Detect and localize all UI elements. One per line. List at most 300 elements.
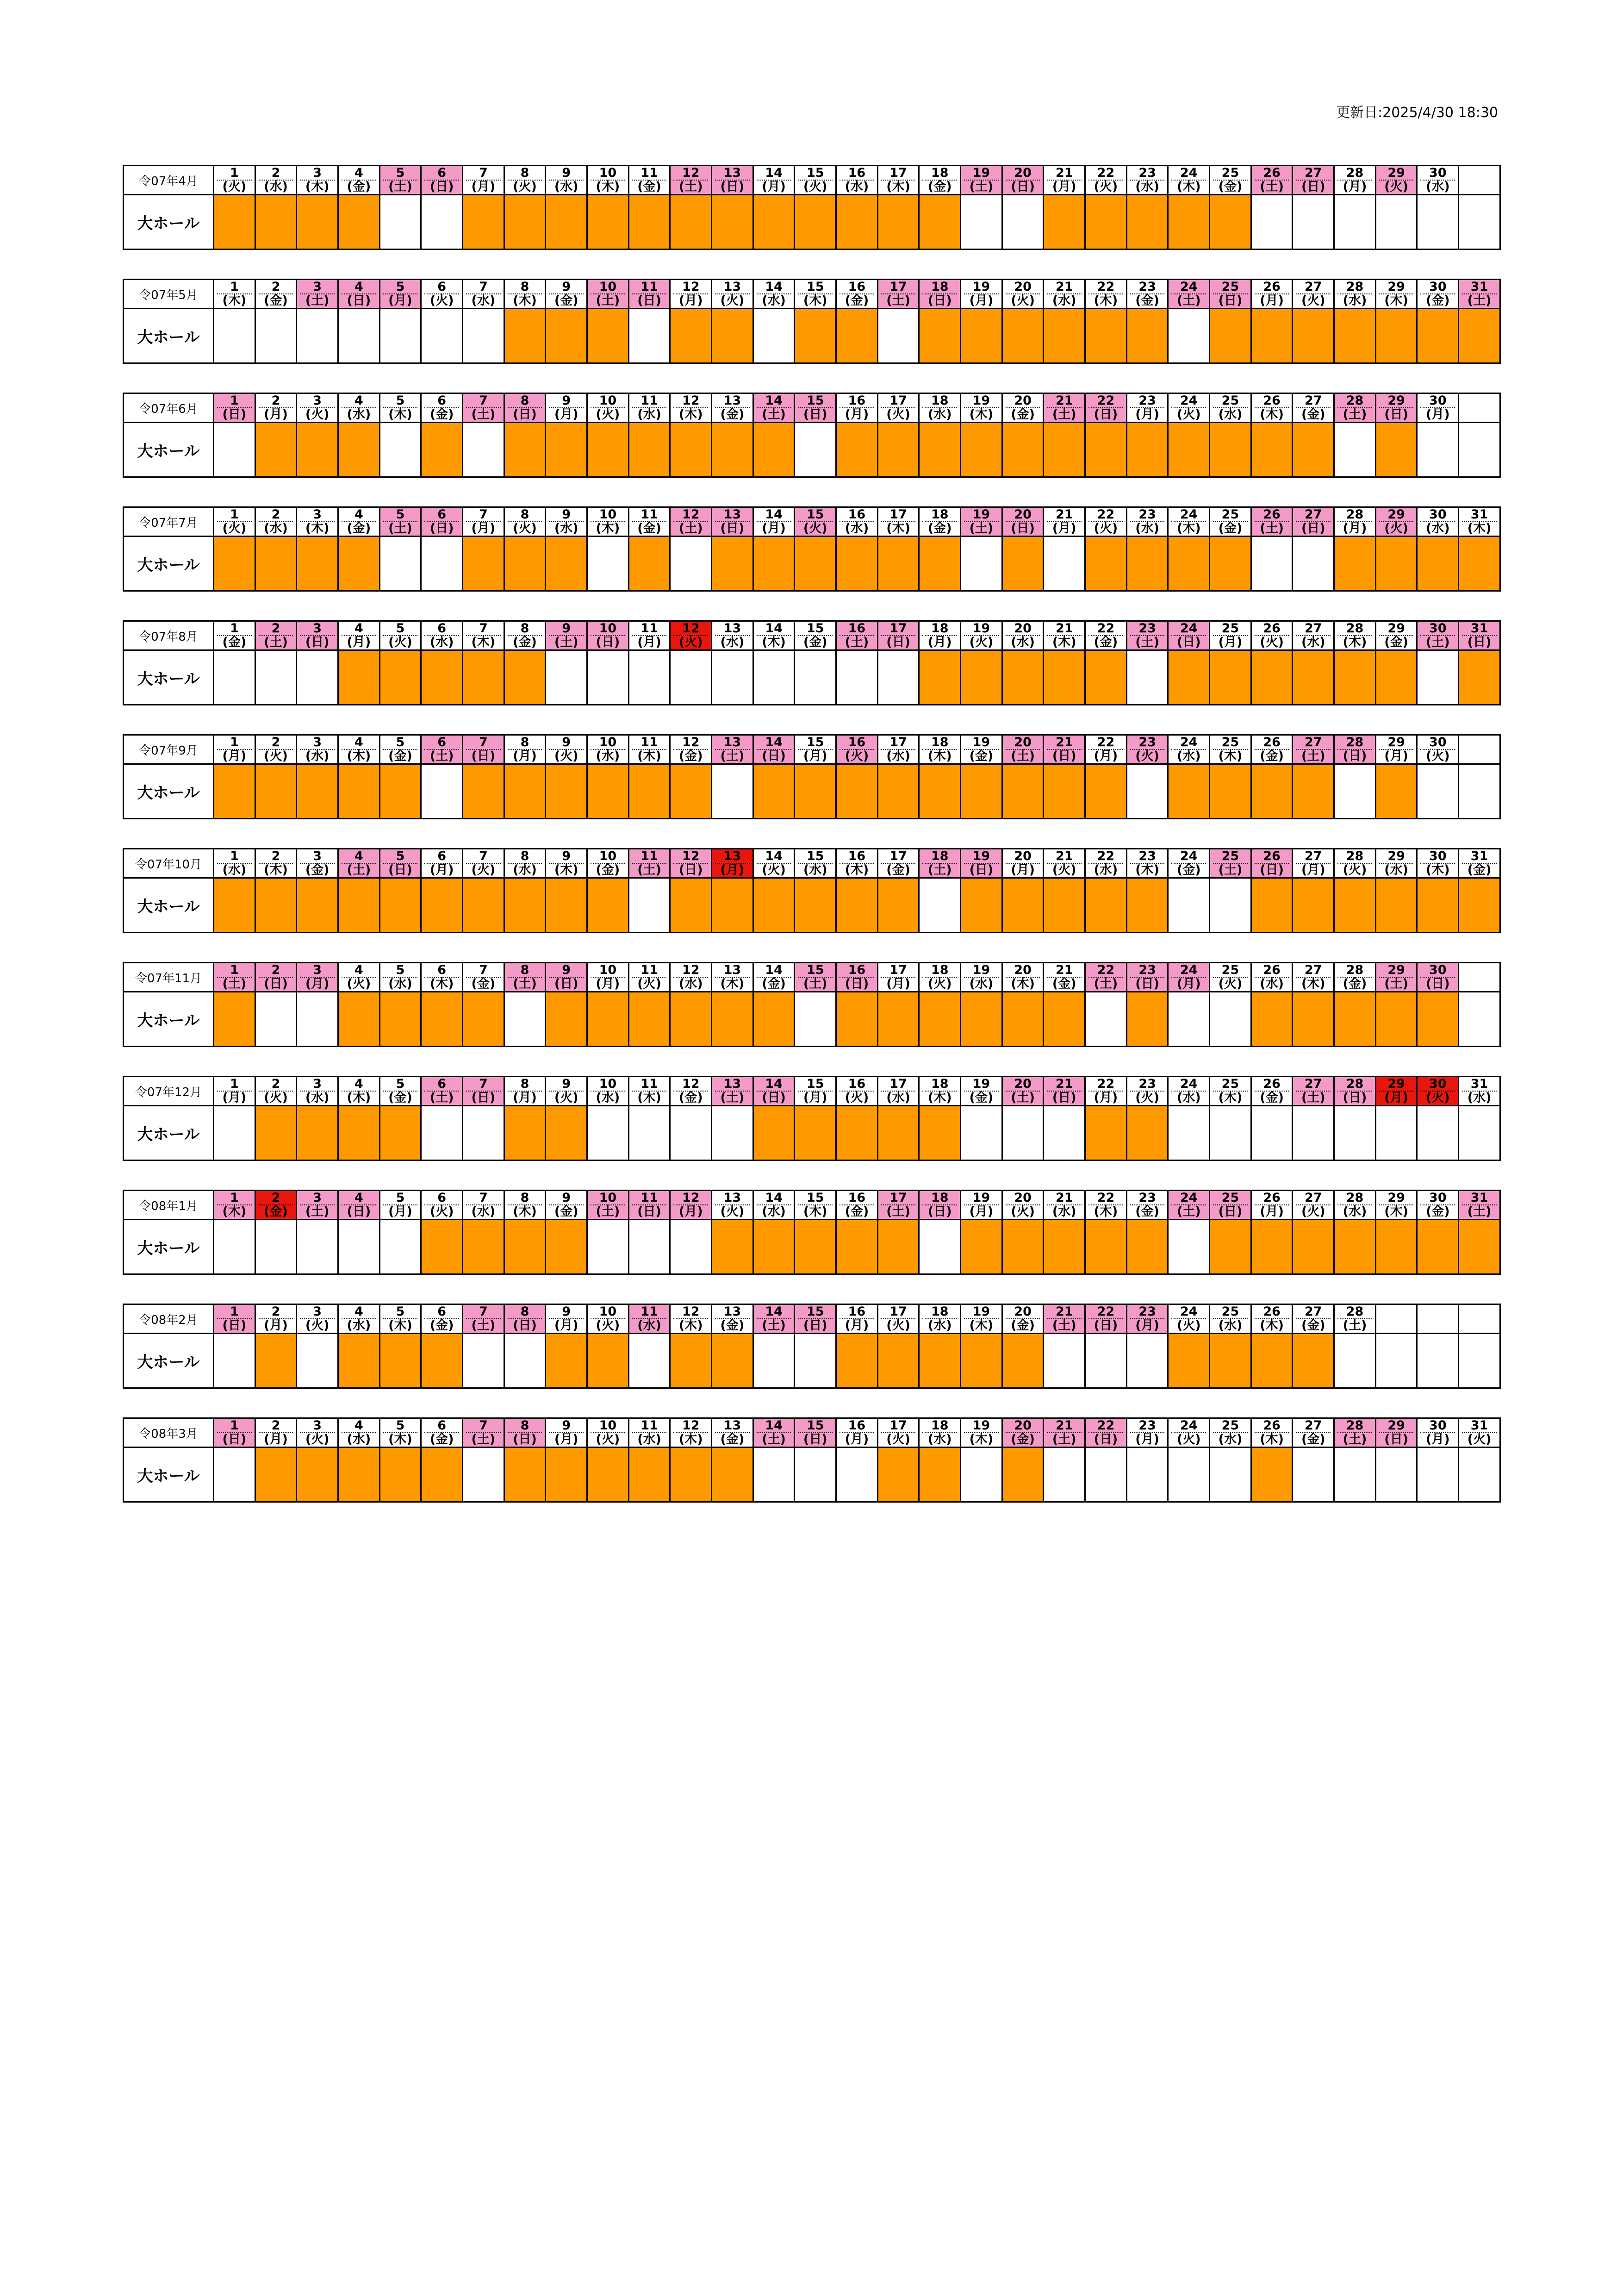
- booked-slot: [338, 1334, 380, 1388]
- day-header: [1417, 1077, 1459, 1106]
- day-number: 15: [798, 1305, 833, 1319]
- day-weekday: (水): [762, 1204, 786, 1219]
- day-weekday: (金): [347, 180, 371, 194]
- month-title: 令07年12月: [124, 1077, 214, 1106]
- booked-slot: [463, 878, 504, 933]
- day-number: 1: [217, 1305, 252, 1319]
- day-number: 17: [881, 167, 916, 181]
- day-number: 24: [1171, 1078, 1206, 1092]
- day-number: 9: [549, 622, 584, 636]
- empty-slot: [1459, 1334, 1500, 1388]
- day-header: [961, 280, 1002, 309]
- day-header: [628, 1304, 670, 1334]
- day-weekday: (水): [1467, 1091, 1492, 1105]
- day-weekday: (木): [969, 1318, 994, 1333]
- day-number: 18: [922, 964, 957, 978]
- day-weekday: (火): [678, 635, 703, 649]
- day-weekday: (土): [1260, 521, 1284, 536]
- facility-label: 大ホール: [124, 195, 214, 250]
- day-weekday: (月): [1425, 407, 1450, 422]
- day-number: 20: [1006, 394, 1040, 408]
- available-slot: [255, 1220, 297, 1274]
- day-number: 11: [632, 1305, 667, 1319]
- day-header: [712, 963, 753, 992]
- day-number: 5: [383, 1192, 418, 1205]
- day-header: [214, 735, 255, 764]
- available-slot: [1126, 1447, 1168, 1502]
- day-header: [753, 1418, 795, 1447]
- day-header: [1085, 1191, 1127, 1220]
- day-number: 26: [1255, 964, 1289, 978]
- day-weekday: (水): [596, 1091, 620, 1105]
- day-header: [214, 621, 255, 650]
- day-header: [421, 507, 463, 537]
- day-number: 17: [881, 964, 916, 978]
- day-header: [877, 1418, 919, 1447]
- day-number: 13: [715, 281, 750, 294]
- booked-slot: [1251, 309, 1293, 363]
- day-number: 7: [466, 1078, 501, 1092]
- day-number: 4: [342, 964, 376, 978]
- day-number: 26: [1255, 394, 1289, 408]
- day-number: 3: [300, 1419, 335, 1433]
- day-number: 5: [383, 964, 418, 978]
- day-header: [546, 166, 587, 195]
- day-weekday: (土): [471, 407, 496, 422]
- day-number: 24: [1171, 1419, 1206, 1433]
- booked-slot: [919, 537, 961, 591]
- day-number: 12: [673, 1192, 708, 1205]
- day-header: [255, 1304, 297, 1334]
- day-header: [1251, 621, 1293, 650]
- day-weekday: (土): [637, 863, 661, 877]
- day-weekday: (金): [305, 863, 330, 877]
- booked-slot: [628, 992, 670, 1047]
- day-number: 2: [259, 736, 293, 750]
- day-number: 21: [1047, 508, 1082, 522]
- day-weekday: (土): [222, 977, 247, 991]
- day-weekday: (金): [1425, 293, 1450, 308]
- booked-slot: [670, 878, 712, 933]
- available-slot: [338, 1220, 380, 1274]
- day-header: [1085, 1418, 1127, 1447]
- day-header: [463, 393, 504, 423]
- day-header: [795, 1304, 836, 1334]
- day-header: [379, 849, 421, 878]
- day-header: [421, 963, 463, 992]
- available-slot: [587, 537, 629, 591]
- day-weekday: (土): [927, 863, 952, 877]
- day-header: [1044, 393, 1085, 423]
- booked-slot: [1085, 764, 1127, 819]
- day-header: [1210, 735, 1251, 764]
- day-header: [546, 507, 587, 537]
- day-number: 3: [300, 736, 335, 750]
- day-weekday: (水): [1260, 977, 1284, 991]
- day-header: [1293, 393, 1334, 423]
- booked-slot: [504, 309, 546, 363]
- day-number: 4: [342, 736, 376, 750]
- day-number: 3: [300, 1078, 335, 1092]
- day-header: [338, 1077, 380, 1106]
- day-header: [1044, 507, 1085, 537]
- day-weekday: (水): [554, 180, 578, 194]
- day-weekday: (火): [1384, 180, 1408, 194]
- day-weekday: (日): [803, 1432, 827, 1447]
- booked-slot: [1459, 537, 1500, 591]
- day-number: 20: [1006, 281, 1040, 294]
- available-slot: [1375, 195, 1417, 250]
- day-number: 24: [1171, 167, 1206, 181]
- booked-slot: [214, 537, 255, 591]
- day-weekday: (水): [678, 977, 703, 991]
- day-weekday: (土): [305, 1204, 330, 1219]
- day-weekday: (月): [471, 180, 496, 194]
- day-header: [1168, 166, 1210, 195]
- day-number: 1: [217, 1078, 252, 1092]
- available-slot: [297, 992, 338, 1047]
- day-weekday: (木): [1218, 1091, 1243, 1105]
- day-header: [297, 735, 338, 764]
- booked-slot: [836, 764, 878, 819]
- day-number: 1: [217, 167, 252, 181]
- day-number: 13: [715, 1192, 750, 1205]
- day-weekday: (日): [678, 863, 703, 877]
- day-weekday: (日): [1343, 749, 1367, 763]
- booked-slot: [1126, 878, 1168, 933]
- day-weekday: (火): [1011, 1204, 1035, 1219]
- day-header: [1168, 963, 1210, 992]
- day-header: [1210, 166, 1251, 195]
- available-slot: [421, 309, 463, 363]
- available-slot: [753, 309, 795, 363]
- day-header: [1417, 621, 1459, 650]
- booked-slot: [919, 992, 961, 1047]
- day-number: 3: [300, 394, 335, 408]
- day-header: [1251, 1304, 1293, 1334]
- day-number: 3: [300, 281, 335, 294]
- day-number: 5: [383, 167, 418, 181]
- day-weekday: (日): [927, 293, 952, 308]
- available-slot: [338, 309, 380, 363]
- day-number: 9: [549, 394, 584, 408]
- day-number: 29: [1379, 736, 1414, 750]
- available-slot: [1168, 1447, 1210, 1502]
- booked-slot: [255, 1334, 297, 1388]
- day-number: 30: [1420, 1192, 1455, 1205]
- available-slot: [1044, 537, 1085, 591]
- booked-slot: [1085, 195, 1127, 250]
- day-number: 17: [881, 736, 916, 750]
- booked-slot: [670, 992, 712, 1047]
- empty-day-header: [1417, 1304, 1459, 1334]
- day-header: [463, 1418, 504, 1447]
- booked-slot: [1417, 992, 1459, 1047]
- empty-slot: [1417, 1334, 1459, 1388]
- day-header: [836, 849, 878, 878]
- booked-slot: [546, 992, 587, 1047]
- day-header: [670, 963, 712, 992]
- booked-slot: [504, 878, 546, 933]
- booked-slot: [587, 195, 629, 250]
- day-number: 3: [300, 964, 335, 978]
- day-header: [670, 1418, 712, 1447]
- day-header: [877, 963, 919, 992]
- available-slot: [1334, 423, 1376, 477]
- available-slot: [1334, 764, 1376, 819]
- available-slot: [1002, 1106, 1044, 1160]
- day-weekday: (日): [1218, 1204, 1243, 1219]
- day-weekday: (火): [1094, 180, 1118, 194]
- day-number: 24: [1171, 736, 1206, 750]
- day-header: [1293, 849, 1334, 878]
- day-number: 8: [508, 1192, 542, 1205]
- day-weekday: (月): [845, 1318, 869, 1333]
- day-header: [1293, 1191, 1334, 1220]
- day-number: 24: [1171, 850, 1206, 864]
- day-header: [961, 849, 1002, 878]
- day-weekday: (水): [803, 863, 827, 877]
- day-header: [1044, 280, 1085, 309]
- day-header: [919, 507, 961, 537]
- day-weekday: (木): [803, 293, 827, 308]
- day-header: [628, 849, 670, 878]
- day-header: [712, 849, 753, 878]
- day-weekday: (水): [554, 521, 578, 536]
- day-weekday: (木): [596, 521, 620, 536]
- day-weekday: (木): [1094, 1204, 1118, 1219]
- booked-slot: [1044, 309, 1085, 363]
- available-slot: [214, 1447, 255, 1502]
- booked-slot: [463, 195, 504, 250]
- day-number: 23: [1130, 850, 1165, 864]
- day-weekday: (日): [720, 180, 745, 194]
- day-header: [1210, 621, 1251, 650]
- booked-slot: [961, 309, 1002, 363]
- day-number: 2: [259, 281, 293, 294]
- day-weekday: (金): [720, 1318, 745, 1333]
- day-header: [1044, 1418, 1085, 1447]
- day-weekday: (木): [222, 1204, 247, 1219]
- day-number: 20: [1006, 167, 1040, 181]
- available-slot: [214, 1106, 255, 1160]
- day-number: 13: [715, 1419, 750, 1433]
- day-number: 27: [1296, 281, 1331, 294]
- day-weekday: (日): [513, 1432, 537, 1447]
- day-weekday: (木): [637, 1091, 661, 1105]
- day-header: [795, 280, 836, 309]
- available-slot: [1168, 992, 1210, 1047]
- day-number: 15: [798, 1192, 833, 1205]
- day-number: 29: [1379, 964, 1414, 978]
- day-header: [1168, 1418, 1210, 1447]
- day-header: [214, 1304, 255, 1334]
- booked-slot: [587, 1334, 629, 1388]
- day-weekday: (火): [554, 1091, 578, 1105]
- day-weekday: (水): [471, 293, 496, 308]
- day-header: [1293, 507, 1334, 537]
- day-weekday: (木): [429, 977, 454, 991]
- day-header: [1210, 1304, 1251, 1334]
- day-weekday: (火): [762, 863, 786, 877]
- day-header: [961, 735, 1002, 764]
- day-header: [1085, 963, 1127, 992]
- day-header: [379, 1077, 421, 1106]
- day-number: 16: [839, 622, 874, 636]
- day-weekday: (月): [637, 635, 661, 649]
- day-weekday: (土): [762, 407, 786, 422]
- day-header: [877, 1077, 919, 1106]
- day-header: [255, 1418, 297, 1447]
- day-header: [463, 507, 504, 537]
- month-block: [123, 620, 1501, 705]
- day-header: [1251, 849, 1293, 878]
- booked-slot: [338, 195, 380, 250]
- day-number: 13: [715, 167, 750, 181]
- day-weekday: (火): [1176, 407, 1201, 422]
- day-number: 24: [1171, 508, 1206, 522]
- day-header: [379, 735, 421, 764]
- day-header: [1251, 1077, 1293, 1106]
- day-header: [255, 735, 297, 764]
- booked-slot: [670, 423, 712, 477]
- booked-slot: [255, 195, 297, 250]
- day-number: 28: [1337, 1305, 1372, 1319]
- day-weekday: (金): [429, 1318, 454, 1333]
- day-weekday: (月): [886, 977, 910, 991]
- day-weekday: (金): [927, 521, 952, 536]
- booked-slot: [961, 650, 1002, 705]
- day-number: 26: [1255, 622, 1289, 636]
- day-header: [1459, 849, 1500, 878]
- day-weekday: (日): [513, 407, 537, 422]
- day-header: [1002, 1191, 1044, 1220]
- day-weekday: (金): [637, 521, 661, 536]
- day-number: 6: [424, 622, 459, 636]
- day-header: [379, 280, 421, 309]
- day-weekday: (金): [1425, 1204, 1450, 1219]
- day-number: 22: [1088, 1192, 1123, 1205]
- day-weekday: (月): [554, 407, 578, 422]
- day-weekday: (月): [305, 977, 330, 991]
- day-weekday: (水): [1135, 180, 1159, 194]
- day-number: 25: [1213, 1192, 1248, 1205]
- day-weekday: (水): [1343, 293, 1367, 308]
- available-slot: [379, 537, 421, 591]
- day-weekday: (水): [1176, 1091, 1201, 1105]
- day-number: 15: [798, 508, 833, 522]
- booked-slot: [1126, 537, 1168, 591]
- available-slot: [587, 1220, 629, 1274]
- day-number: 20: [1006, 1078, 1040, 1092]
- day-weekday: (日): [762, 749, 786, 763]
- day-header: [297, 1418, 338, 1447]
- available-slot: [1417, 650, 1459, 705]
- day-header: [1168, 393, 1210, 423]
- day-number: 13: [715, 1305, 750, 1319]
- booked-slot: [919, 309, 961, 363]
- day-number: 5: [383, 622, 418, 636]
- day-header: [1126, 1418, 1168, 1447]
- day-weekday: (水): [1343, 1204, 1367, 1219]
- day-weekday: (火): [1218, 977, 1243, 991]
- day-number: 12: [673, 394, 708, 408]
- booked-slot: [1417, 309, 1459, 363]
- day-header: [795, 963, 836, 992]
- day-number: 12: [673, 964, 708, 978]
- day-header: [1085, 393, 1127, 423]
- booked-slot: [1044, 423, 1085, 477]
- day-number: 2: [259, 1078, 293, 1092]
- day-weekday: (水): [1425, 180, 1450, 194]
- available-slot: [1417, 1106, 1459, 1160]
- day-number: 3: [300, 622, 335, 636]
- day-weekday: (水): [927, 1318, 952, 1333]
- booked-slot: [1417, 537, 1459, 591]
- available-slot: [1293, 195, 1334, 250]
- day-header: [379, 507, 421, 537]
- facility-label: 大ホール: [124, 1106, 214, 1160]
- empty-day-header: [1459, 1304, 1500, 1334]
- day-weekday: (金): [720, 1432, 745, 1447]
- day-weekday: (日): [1301, 180, 1325, 194]
- day-header: [836, 1304, 878, 1334]
- booked-slot: [919, 650, 961, 705]
- day-header: [753, 507, 795, 537]
- booked-slot: [1417, 878, 1459, 933]
- day-number: 20: [1006, 1305, 1040, 1319]
- day-number: 23: [1130, 281, 1165, 294]
- day-number: 21: [1047, 394, 1082, 408]
- booked-slot: [795, 1106, 836, 1160]
- day-number: 31: [1462, 1419, 1497, 1433]
- day-number: 4: [342, 1078, 376, 1092]
- month-block: [123, 1076, 1501, 1161]
- day-header: [670, 1304, 712, 1334]
- booked-slot: [1459, 878, 1500, 933]
- day-header: [214, 1418, 255, 1447]
- booked-slot: [795, 195, 836, 250]
- day-header: [463, 963, 504, 992]
- day-weekday: (火): [1425, 1091, 1450, 1105]
- day-header: [1417, 1191, 1459, 1220]
- day-weekday: (月): [388, 293, 412, 308]
- day-weekday: (木): [1260, 1318, 1284, 1333]
- booked-slot: [877, 764, 919, 819]
- day-weekday: (水): [305, 1091, 330, 1105]
- day-number: 12: [673, 622, 708, 636]
- day-number: 6: [424, 1419, 459, 1433]
- booked-slot: [255, 764, 297, 819]
- booked-slot: [1334, 650, 1376, 705]
- day-header: [214, 507, 255, 537]
- day-number: 15: [798, 736, 833, 750]
- day-number: 25: [1213, 1419, 1248, 1433]
- booked-slot: [1251, 1220, 1293, 1274]
- day-weekday: (木): [886, 180, 910, 194]
- day-number: 19: [964, 1078, 999, 1092]
- day-header: [421, 1304, 463, 1334]
- day-weekday: (木): [1176, 180, 1201, 194]
- booked-slot: [1459, 1220, 1500, 1274]
- day-weekday: (火): [1176, 1318, 1201, 1333]
- day-weekday: (金): [678, 749, 703, 763]
- day-weekday: (金): [1011, 1318, 1035, 1333]
- day-header: [670, 507, 712, 537]
- day-weekday: (水): [886, 749, 910, 763]
- booked-slot: [214, 195, 255, 250]
- day-header: [919, 280, 961, 309]
